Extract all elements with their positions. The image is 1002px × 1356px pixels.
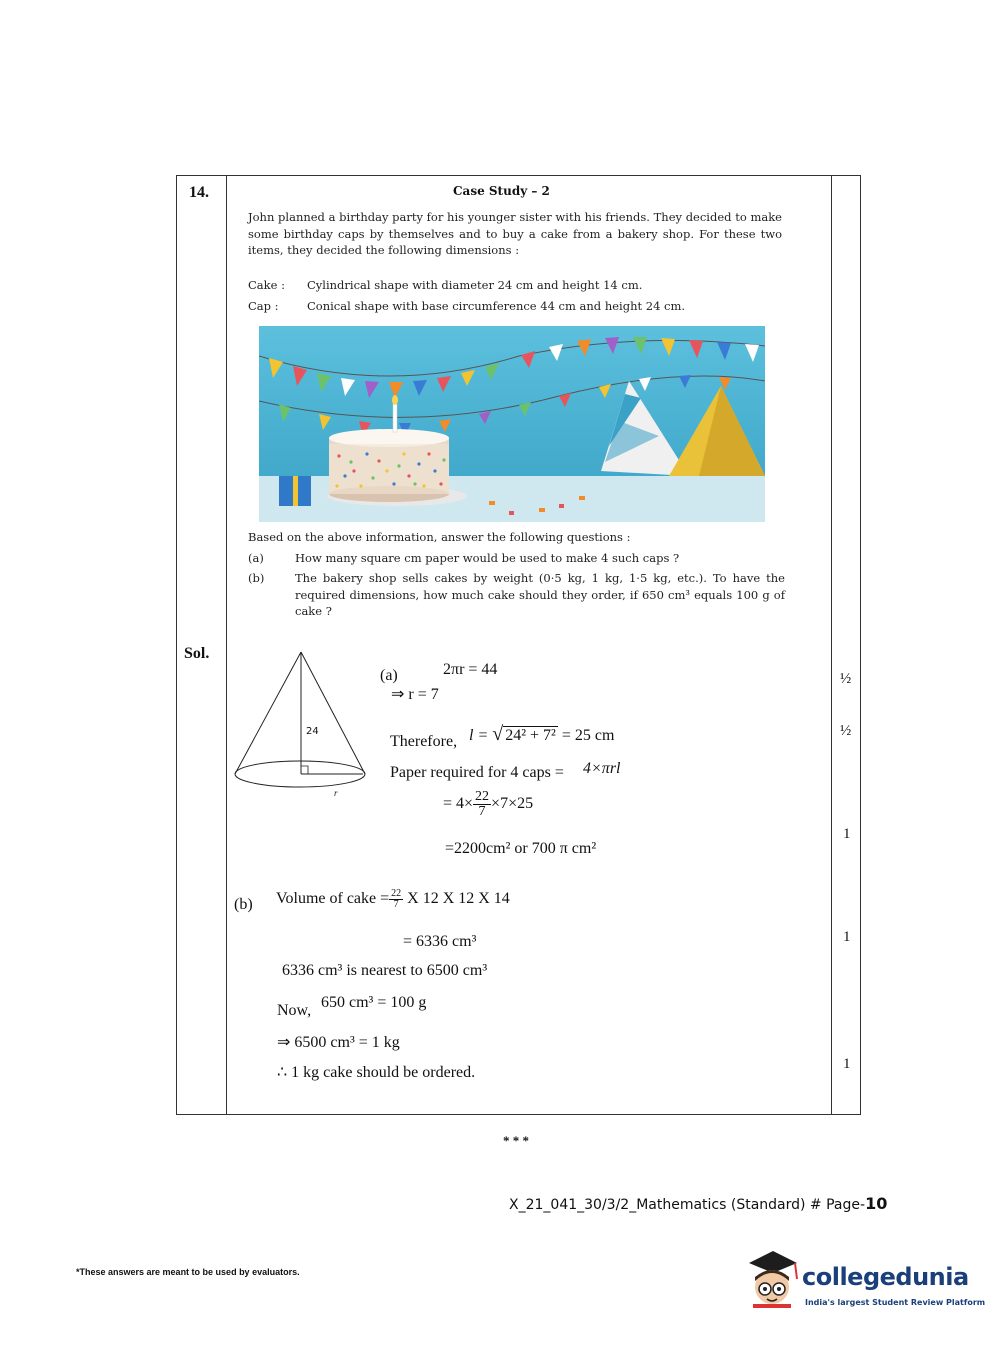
- nearest-text: 6336 cm³ is nearest to 6500 cm³: [282, 962, 488, 979]
- imply-equation: ⇒ 6500 cm³ = 1 kg: [277, 1034, 400, 1051]
- cake-label: Cake :: [248, 278, 285, 292]
- sol-therefore: Therefore,: [390, 733, 458, 750]
- page-footer: [509, 1194, 887, 1213]
- question-intro: John planned a birthday party for his younger sister with his friends. They decided to make some birthday caps by themselves and to buy a cake from a bakery shop. For these two items, they decided the following dimensions :: [248, 210, 782, 257]
- cap-description: Conical shape with base circumference 44 cm and height 24 cm.: [307, 299, 686, 313]
- end-marker: * * *: [503, 1133, 529, 1148]
- mark: 1: [843, 1056, 851, 1072]
- sol-a-label: (a): [380, 667, 398, 684]
- vol-frac-num: 22: [391, 888, 402, 899]
- sol-a-line2: ⇒ r = 7: [391, 686, 439, 703]
- marks-column-divider: [831, 176, 832, 1114]
- disclaimer: *These answers are meant to be used by evaluators.: [76, 1267, 300, 1277]
- based-on-text: Based on the above information, answer the following questions :: [248, 530, 631, 544]
- page-number: 10: [865, 1194, 888, 1213]
- fraction-22-7: [473, 790, 491, 819]
- question-title: Case Study – 2: [453, 184, 550, 198]
- volume-result: = 6336 cm³: [403, 933, 477, 950]
- volume-expression: X 12 X 12 X 14: [407, 890, 510, 908]
- cone-diagram: [232, 650, 367, 800]
- mark: 1: [843, 826, 851, 842]
- paper-calculation: [443, 790, 533, 819]
- column-divider: [226, 176, 227, 1114]
- collegedunia-mascot-icon: [743, 1249, 801, 1311]
- mark: 1: [843, 929, 851, 945]
- cone-height-label: 24: [306, 726, 319, 737]
- part-b-label: (b): [248, 571, 265, 585]
- slant-root: 24² + 7²: [505, 727, 556, 744]
- now-equation: 650 cm³ = 100 g: [321, 994, 427, 1011]
- cake-description: Cylindrical shape with diameter 24 cm and height 14 cm.: [307, 278, 643, 292]
- paper-formula: 4×πrl: [583, 760, 621, 777]
- part-b-text: The bakery shop sells cakes by weight (0·5 kg, 1 kg, 1·5 kg, etc.). To have the required dimensions, how much cake should they order, if 650 cm³ equals 100 g of cake ?: [295, 571, 785, 618]
- frac-den: 7: [478, 804, 486, 819]
- party-illustration: [259, 326, 765, 522]
- now-label: Now,: [277, 1002, 312, 1019]
- brand-name: collegedunia: [802, 1263, 969, 1291]
- calc-prefix: = 4×: [443, 795, 474, 813]
- mark: ½: [840, 723, 852, 739]
- calc-suffix: ×7×25: [491, 795, 534, 813]
- question-table: [176, 175, 861, 1115]
- vol-frac-den: 7: [393, 899, 399, 910]
- question-number: 14.: [189, 184, 209, 201]
- sol-a-line1: 2πr = 44: [443, 661, 498, 678]
- mark: ½: [840, 671, 852, 687]
- slant-height-equation: l = √ 24² + 7² = 25 cm: [469, 723, 615, 745]
- volume-line: [276, 889, 510, 910]
- part-a-label: (a): [248, 551, 264, 565]
- volume-label: Volume of cake =: [276, 890, 390, 908]
- result-a: =2200cm² or 700 π cm²: [445, 840, 597, 857]
- volume-fraction: [389, 889, 403, 910]
- cap-label: Cap :: [248, 299, 279, 313]
- cone-radius-label: r: [334, 788, 338, 798]
- paper-required-label: Paper required for 4 caps =: [390, 764, 564, 781]
- frac-num: 22: [475, 789, 490, 804]
- slant-rhs: = 25 cm: [561, 727, 615, 744]
- brand-tagline: India's largest Student Review Platform: [805, 1298, 986, 1307]
- solution-label: Sol.: [184, 645, 210, 662]
- conclusion-text: ∴ 1 kg cake should be ordered.: [277, 1064, 476, 1081]
- sol-b-label: (b): [234, 896, 253, 913]
- slant-lhs: l =: [469, 727, 489, 744]
- part-a-text: How many square cm paper would be used to make 4 such caps ?: [295, 551, 680, 565]
- page-code: X_21_041_30/3/2_Mathematics (Standard) # Page-: [509, 1197, 866, 1213]
